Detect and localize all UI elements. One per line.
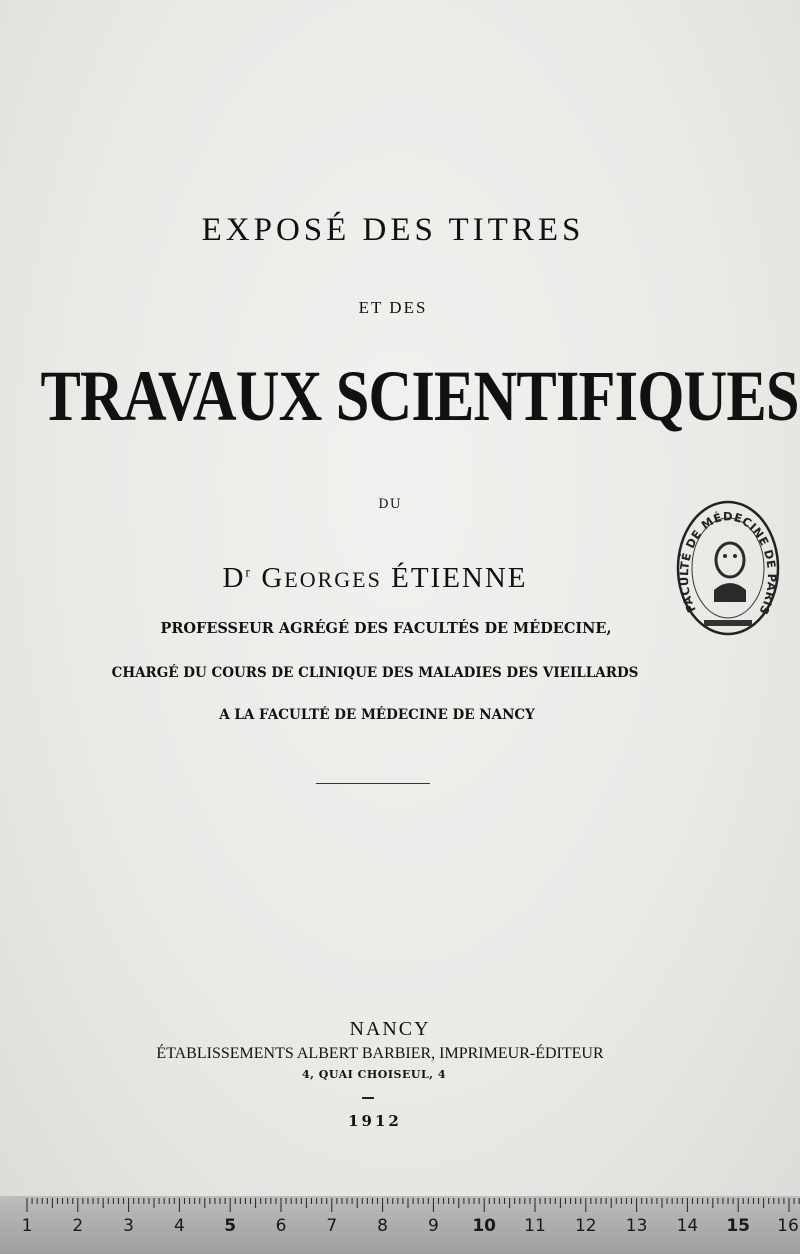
position-line-2: CHARGÉ DU COURS DE CLINIQUE DES MALADIES DES VIEILLARDS — [111, 665, 639, 681]
ruler-number: 2 — [72, 1216, 84, 1236]
imprint-year: 1912 — [348, 1112, 402, 1130]
author-first-initial: G — [261, 562, 285, 594]
author-prefix-sup: r — [245, 565, 253, 581]
ruler-number: 13 — [625, 1216, 648, 1236]
title-line-2: ET DES — [358, 298, 428, 317]
library-stamp — [674, 498, 782, 638]
ruler-number: 15 — [726, 1216, 751, 1236]
ruler-number: 14 — [676, 1216, 699, 1236]
stamp-text: FACULTÉ DE MÉDECINE DE PARIS — [676, 509, 780, 618]
position-line-1: PROFESSEUR AGRÉGÉ DES FACULTÉS DE MÉDECINE, — [160, 620, 612, 637]
ruler-number: 12 — [574, 1216, 597, 1236]
author-name — [0, 562, 775, 595]
ruler-number: 3 — [123, 1216, 135, 1236]
ruler-number: 9 — [427, 1216, 439, 1236]
ruler-number: 8 — [377, 1216, 389, 1236]
ruler-number: 4 — [173, 1216, 185, 1236]
separator-rule — [316, 783, 430, 784]
measuring-ruler — [0, 1196, 800, 1254]
ruler-number: 5 — [224, 1216, 237, 1236]
title-line-1: EXPOSÉ DES TITRES — [201, 212, 585, 248]
imprint-city: NANCY — [349, 1018, 431, 1040]
imprint-address: 4, QUAI CHOISEUL, 4 — [301, 1068, 446, 1081]
position-line-3: A LA FACULTÉ DE MÉDECINE DE NANCY — [219, 707, 535, 723]
ruler-number: 11 — [524, 1216, 546, 1236]
imprint-publisher: ÉTABLISSEMENTS ALBERT BARBIER, IMPRIMEUR-ÉDITEUR — [156, 1045, 604, 1062]
title-du: DU — [378, 497, 402, 512]
imprint-dash — [362, 1097, 374, 1099]
ruler-number: 10 — [472, 1216, 497, 1236]
ruler-number: 16 — [777, 1216, 799, 1236]
author-last: ÉTIENNE — [391, 562, 528, 594]
title-main: TRAVAUX SCIENTIFIQUES — [40, 356, 799, 436]
stamp-portrait-icon — [714, 543, 746, 602]
author-first-rest: EORGES — [284, 567, 382, 592]
author-prefix: D — [222, 562, 246, 594]
ruler-number: 1 — [21, 1216, 33, 1236]
ruler-number: 7 — [326, 1216, 338, 1236]
ruler-number: 6 — [275, 1216, 287, 1236]
